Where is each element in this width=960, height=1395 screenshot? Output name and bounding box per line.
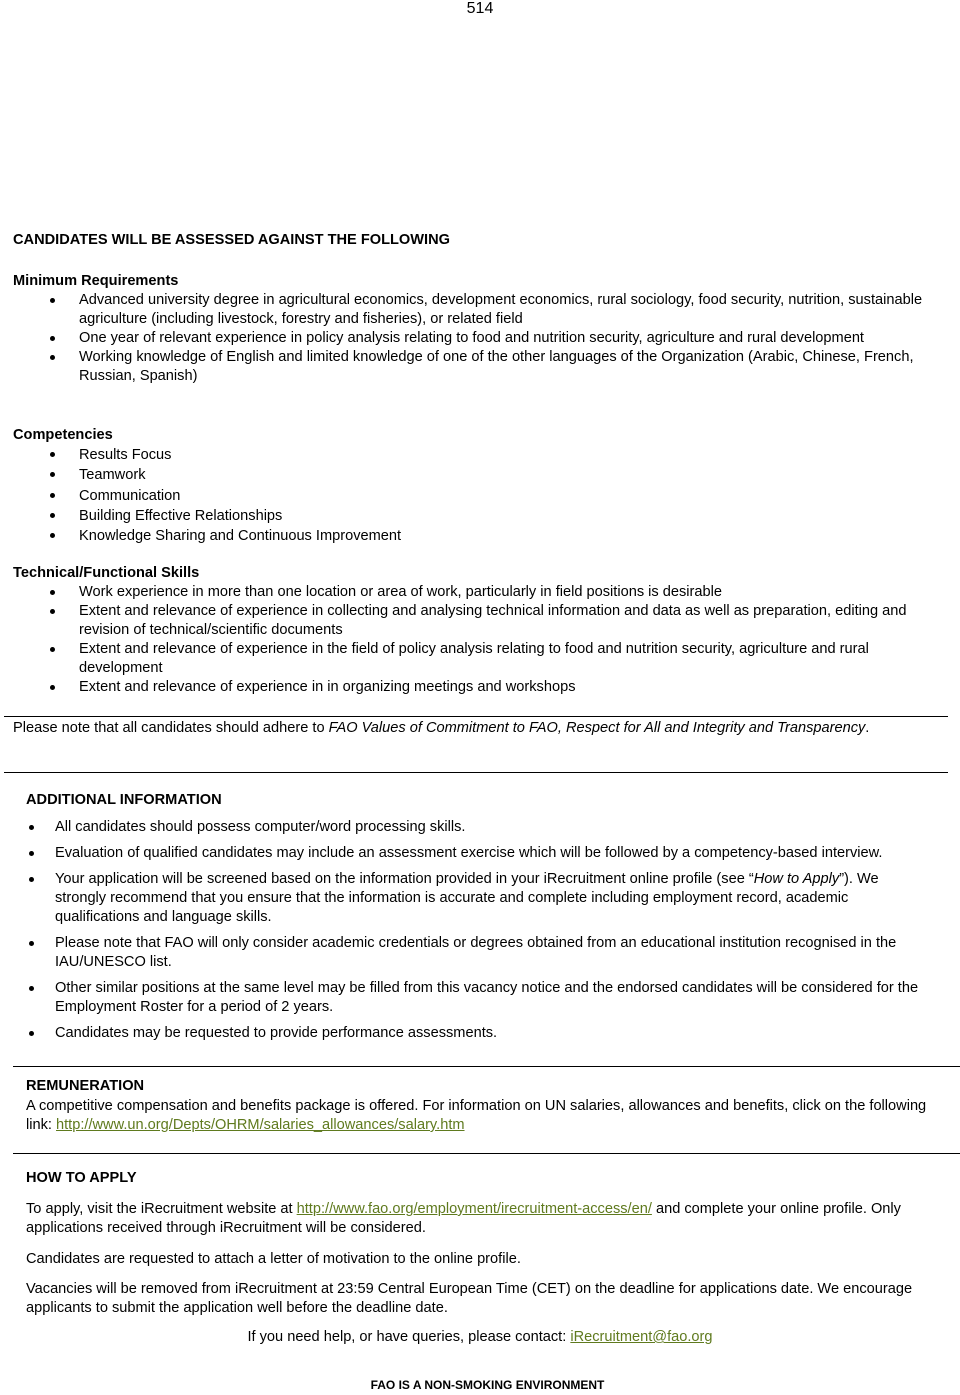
how-to-apply-reference: How to Apply [753,871,840,887]
salary-link[interactable]: http://www.un.org/Depts/OHRM/salaries_allowances/salary.htm [56,1117,465,1133]
list-item: Candidates may be requested to provide performance assessments. [26,1024,926,1043]
technical-skills-title: Technical/Functional Skills [13,565,200,581]
deadline-note: Vacancies will be removed from iRecruitment at 23:59 Central European Time (CET) on the deadline for applications date. We encourage applicants to submit the application well before the deadline date. [26,1281,913,1316]
minimum-requirements-section [13,272,943,386]
remuneration-text [26,1097,956,1135]
divider [13,1066,960,1067]
page-number: 514 [466,0,494,17]
irecruitment-link[interactable]: http://www.fao.org/employment/irecruitment-access/en/ [296,1201,652,1217]
additional-info-title: ADDITIONAL INFORMATION [26,792,222,808]
technical-skills-list [13,583,943,697]
divider [13,1153,960,1154]
list-item: Building Effective Relationships [13,506,943,526]
values-note-prefix: Please note that all candidates should adhere to [13,720,329,736]
list-item: Teamwork [13,465,943,485]
technical-skills-section [13,564,943,697]
help-contact [0,1328,960,1347]
screened-suffix: ”). We strongly recommend that you ensure that the information is accurate and complete including employment record, academic qualifications and language skills. [55,871,879,925]
list-item: Advanced university degree in agricultural economics, development economics, rural sociology, food security, nutrition, sustainable agriculture (including livestock, forestry and fisheries), or related field [13,291,943,329]
how-to-apply-paragraph [26,1200,956,1238]
list-item [26,870,926,927]
minimum-requirements-list [13,291,943,386]
list-item: Extent and relevance of experience in the field of policy analysis relating to food and nutrition security, agriculture and rural development [13,640,943,678]
additional-info-list [26,818,926,1043]
footer-notice: FAO IS A NON-SMOKING ENVIRONMENT [370,1378,605,1392]
divider [4,772,948,773]
values-note [13,719,913,738]
list-item: Working knowledge of English and limited knowledge of one of the other languages of the Organization (Arabic, Chinese, French, Russian, Spanish) [13,348,943,386]
list-item: All candidates should possess computer/word processing skills. [26,818,926,837]
list-item: Please note that FAO will only consider academic credentials or degrees obtained from an educational institution recognised in the IAU/UNESCO list. [26,934,926,972]
screened-prefix: Your application will be screened based on the information provided in your iRecruitment online profile (see “ [55,871,754,887]
assessment-heading: CANDIDATES WILL BE ASSESSED AGAINST THE FOLLOWING [13,232,451,248]
contact-email-link[interactable]: iRecruitment@fao.org [570,1329,713,1345]
motivation-letter-note: Candidates are requested to attach a letter of motivation to the online profile. [26,1251,521,1267]
apply-suffix: and complete your online profile. Only applications received through iRecruitment will be considered. [26,1201,901,1236]
values-note-suffix: . [865,720,870,736]
minimum-requirements-title: Minimum Requirements [13,273,179,289]
list-item: Work experience in more than one location or area of work, particularly in field positions is desirable [13,583,943,602]
list-item: Evaluation of qualified candidates may include an assessment exercise which will be followed by a competency-based interview. [26,844,926,863]
apply-prefix: To apply, visit the iRecruitment website at [26,1201,297,1217]
competencies-list [13,445,943,546]
remuneration-title: REMUNERATION [26,1078,145,1094]
list-item: Knowledge Sharing and Continuous Improvement [13,526,943,546]
list-item: Results Focus [13,445,943,465]
list-item: Communication [13,486,943,506]
competencies-section [13,426,943,546]
remuneration-body: A competitive compensation and benefits package is offered. For information on UN salaries, allowances and benefits, click on the following link: [26,1098,927,1133]
list-item: Extent and relevance of experience in in organizing meetings and workshops [13,678,943,697]
competencies-title: Competencies [13,427,113,443]
list-item: Other similar positions at the same level may be filled from this vacancy notice and the endorsed candidates will be considered for the Employment Roster for a period of 2 years. [26,979,926,1017]
list-item: Extent and relevance of experience in collecting and analysing technical information and data as well as preparation, editing and revision of technical/scientific documents [13,602,943,640]
values-note-values: FAO Values of Commitment to FAO, Respect for All and Integrity and Transparency [328,720,866,736]
divider [4,716,948,717]
list-item: One year of relevant experience in policy analysis relating to food and nutrition security, agriculture and rural development [13,329,943,348]
help-prefix: If you need help, or have queries, please contact: [247,1329,571,1345]
how-to-apply-title: HOW TO APPLY [26,1170,137,1186]
